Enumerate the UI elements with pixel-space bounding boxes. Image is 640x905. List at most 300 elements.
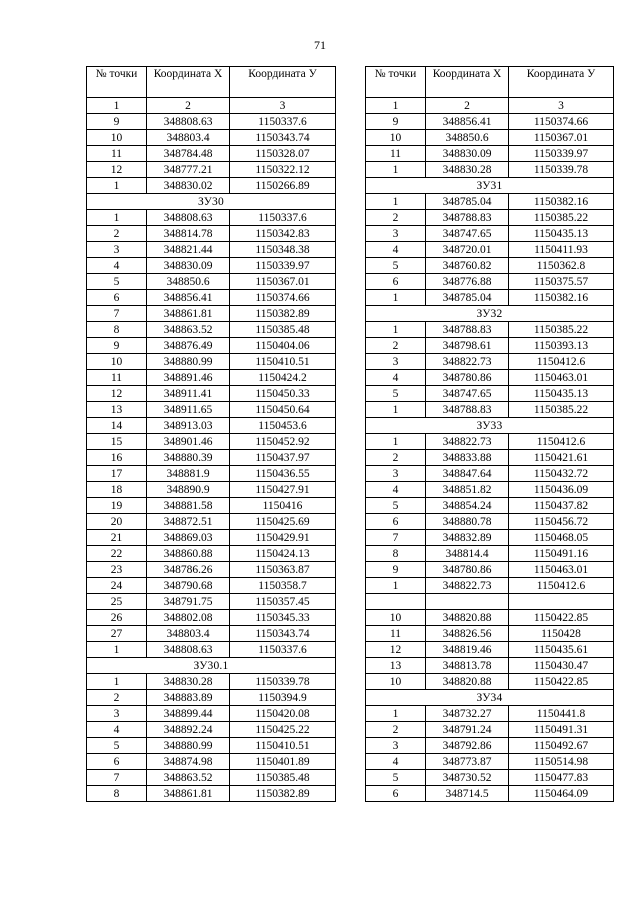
coordinate-y-cell: 1150385.48 <box>230 322 336 338</box>
table-row <box>366 594 614 610</box>
coordinates-table-right <box>365 66 614 802</box>
coordinate-x-cell: 348813.78 <box>426 658 509 674</box>
table-row <box>366 130 614 146</box>
point-number-cell: 23 <box>87 562 147 578</box>
point-number-cell: 4 <box>366 370 426 386</box>
table-row <box>366 274 614 290</box>
coordinate-y-cell: 1150375.57 <box>509 274 614 290</box>
coordinate-x-cell: 348880.39 <box>147 450 230 466</box>
point-number-cell: 24 <box>87 578 147 594</box>
coordinate-x-cell: 348808.63 <box>147 642 230 658</box>
coordinate-y-cell: 1150382.16 <box>509 290 614 306</box>
coordinate-x-cell: 348881.9 <box>147 466 230 482</box>
coordinate-x-cell: 348861.81 <box>147 786 230 802</box>
table-row <box>87 594 336 610</box>
point-number-cell: 11 <box>366 626 426 642</box>
table-row <box>87 146 336 162</box>
coordinate-y-cell: 1150412.6 <box>509 578 614 594</box>
coordinate-x-cell: 348899.44 <box>147 706 230 722</box>
point-number-cell: 3 <box>366 354 426 370</box>
table-row <box>87 562 336 578</box>
table-row <box>87 386 336 402</box>
section-title: ЗУ32 <box>366 306 614 322</box>
table-row <box>366 658 614 674</box>
table-row <box>366 146 614 162</box>
coordinate-x-cell: 348786.26 <box>147 562 230 578</box>
table-row <box>366 578 614 594</box>
coordinate-y-cell: 1150343.74 <box>230 626 336 642</box>
table-row <box>87 338 336 354</box>
coordinate-y-cell: 1150363.87 <box>230 562 336 578</box>
point-number-cell: 1 <box>87 210 147 226</box>
table-row <box>366 642 614 658</box>
point-number-cell: 6 <box>366 786 426 802</box>
table-row <box>366 754 614 770</box>
table-row <box>366 706 614 722</box>
coordinate-x-cell: 348784.48 <box>147 146 230 162</box>
coordinate-y-cell: 1150436.55 <box>230 466 336 482</box>
coordinate-y-cell: 1150491.16 <box>509 546 614 562</box>
table-row <box>87 770 336 786</box>
coordinate-y-cell: 1150382.16 <box>509 194 614 210</box>
coordinate-y-cell: 1150450.33 <box>230 386 336 402</box>
coordinate-y-cell: 1150424.13 <box>230 546 336 562</box>
point-number-cell: 12 <box>87 162 147 178</box>
point-number-cell: 4 <box>366 482 426 498</box>
coordinate-x-cell: 348850.6 <box>147 274 230 290</box>
section-row <box>87 194 336 210</box>
point-number-cell: 1 <box>87 642 147 658</box>
coordinate-x-cell: 348814.78 <box>147 226 230 242</box>
point-number-cell: 4 <box>366 242 426 258</box>
point-number-cell: 27 <box>87 626 147 642</box>
table-row <box>87 450 336 466</box>
table-row <box>87 226 336 242</box>
table-row <box>366 322 614 338</box>
table-row <box>366 738 614 754</box>
point-number-cell: 8 <box>87 786 147 802</box>
coordinate-x-cell: 348791.24 <box>426 722 509 738</box>
coordinate-y-cell: 1150436.09 <box>509 482 614 498</box>
coordinate-y-cell: 1150492.67 <box>509 738 614 754</box>
coordinate-y-cell: 1150435.61 <box>509 642 614 658</box>
point-number-cell: 2 <box>366 450 426 466</box>
coordinate-x-cell: 348833.88 <box>426 450 509 466</box>
point-number-cell: 2 <box>87 690 147 706</box>
coordinate-y-cell: 1150342.83 <box>230 226 336 242</box>
section-row <box>366 690 614 706</box>
table-row <box>87 306 336 322</box>
table-row <box>87 738 336 754</box>
coordinate-x-cell: 348830.28 <box>426 162 509 178</box>
coordinate-x-cell: 348821.44 <box>147 242 230 258</box>
coordinate-x-cell: 348826.56 <box>426 626 509 642</box>
coordinate-y-cell: 1150432.72 <box>509 466 614 482</box>
coordinate-x-cell: 348881.58 <box>147 498 230 514</box>
table-row <box>366 498 614 514</box>
coordinate-x-cell: 348890.9 <box>147 482 230 498</box>
column-index-cell: 1 <box>366 98 426 114</box>
table-row <box>87 482 336 498</box>
table-row <box>366 242 614 258</box>
point-number-cell: 1 <box>366 578 426 594</box>
coordinate-y-cell: 1150463.01 <box>509 370 614 386</box>
table-row <box>87 530 336 546</box>
coordinate-y-cell: 1150337.6 <box>230 642 336 658</box>
table-row <box>87 466 336 482</box>
point-number-cell: 5 <box>366 386 426 402</box>
table-row <box>366 370 614 386</box>
coordinate-y-cell: 1150422.85 <box>509 674 614 690</box>
coordinate-y-cell: 1150453.6 <box>230 418 336 434</box>
table-row <box>366 434 614 450</box>
point-number-cell: 3 <box>87 242 147 258</box>
point-number-cell: 26 <box>87 610 147 626</box>
point-number-cell: 1 <box>366 402 426 418</box>
table-row <box>87 690 336 706</box>
coordinate-y-cell: 1150393.13 <box>509 338 614 354</box>
coordinate-y-cell: 1150374.66 <box>509 114 614 130</box>
table-row <box>87 322 336 338</box>
table-row <box>87 674 336 690</box>
coordinate-x-cell: 348830.02 <box>147 178 230 194</box>
point-number-cell: 1 <box>366 434 426 450</box>
coordinate-x-cell: 348720.01 <box>426 242 509 258</box>
section-row <box>87 658 336 674</box>
coordinate-y-cell: 1150385.22 <box>509 402 614 418</box>
section-title: ЗУ31 <box>366 178 614 194</box>
coordinate-y-cell: 1150410.51 <box>230 738 336 754</box>
point-number-cell: 1 <box>366 162 426 178</box>
table-row <box>87 610 336 626</box>
point-number-cell: 7 <box>366 530 426 546</box>
coordinate-x-cell: 348880.99 <box>147 738 230 754</box>
header-coordinate-y: Координата У <box>509 67 614 98</box>
section-row <box>366 178 614 194</box>
coordinate-x-cell: 348850.6 <box>426 130 509 146</box>
coordinate-x-cell: 348822.73 <box>426 434 509 450</box>
coordinate-x-cell: 348820.88 <box>426 674 509 690</box>
coordinate-y-cell: 1150435.13 <box>509 226 614 242</box>
coordinate-y-cell: 1150362.8 <box>509 258 614 274</box>
table-row <box>87 546 336 562</box>
point-number-cell: 11 <box>366 146 426 162</box>
table-row <box>366 450 614 466</box>
coordinate-x-cell: 348822.73 <box>426 578 509 594</box>
header-row <box>366 67 614 98</box>
coordinate-x-cell: 348913.03 <box>147 418 230 434</box>
point-number-cell: 10 <box>366 130 426 146</box>
section-row <box>366 306 614 322</box>
column-index-cell: 2 <box>426 98 509 114</box>
coordinate-x-cell: 348830.09 <box>426 146 509 162</box>
coordinate-y-cell: 1150385.22 <box>509 322 614 338</box>
coordinate-x-cell: 348830.28 <box>147 674 230 690</box>
coordinate-x-cell <box>426 594 509 610</box>
point-number-cell: 10 <box>366 610 426 626</box>
coordinate-x-cell: 348901.46 <box>147 434 230 450</box>
coordinate-x-cell: 348863.52 <box>147 322 230 338</box>
table-row <box>87 242 336 258</box>
coordinate-x-cell: 348892.24 <box>147 722 230 738</box>
point-number-cell: 21 <box>87 530 147 546</box>
coordinate-x-cell: 348861.81 <box>147 306 230 322</box>
coordinate-y-cell: 1150412.6 <box>509 434 614 450</box>
point-number-cell: 9 <box>87 114 147 130</box>
coordinate-y-cell: 1150427.91 <box>230 482 336 498</box>
coordinate-x-cell: 348788.83 <box>426 210 509 226</box>
table-body-left <box>87 114 336 802</box>
point-number-cell: 11 <box>87 146 147 162</box>
header-point-number: № точки <box>87 67 147 98</box>
coordinate-y-cell <box>509 594 614 610</box>
coordinates-table-left <box>86 66 336 802</box>
coordinate-x-cell: 348872.51 <box>147 514 230 530</box>
coordinate-y-cell: 1150425.69 <box>230 514 336 530</box>
coordinate-y-cell: 1150266.89 <box>230 178 336 194</box>
coordinate-x-cell: 348819.46 <box>426 642 509 658</box>
coordinate-x-cell: 348808.63 <box>147 210 230 226</box>
coordinate-x-cell: 348880.99 <box>147 354 230 370</box>
coordinate-y-cell: 1150385.22 <box>509 210 614 226</box>
coordinate-y-cell: 1150425.22 <box>230 722 336 738</box>
table-row <box>87 578 336 594</box>
coordinate-x-cell: 348802.08 <box>147 610 230 626</box>
table-row <box>87 418 336 434</box>
table-row <box>87 370 336 386</box>
coordinate-y-cell: 1150435.13 <box>509 386 614 402</box>
point-number-cell: 2 <box>366 338 426 354</box>
point-number-cell: 5 <box>87 738 147 754</box>
header-coordinate-x: Координата Х <box>147 67 230 98</box>
coordinate-x-cell: 348830.09 <box>147 258 230 274</box>
coordinate-y-cell: 1150412.6 <box>509 354 614 370</box>
table-row <box>366 290 614 306</box>
coordinate-x-cell: 348714.5 <box>426 786 509 802</box>
table-row <box>87 434 336 450</box>
table-row <box>366 354 614 370</box>
section-title: ЗУ30.1 <box>87 658 336 674</box>
column-index-cell: 3 <box>509 98 614 114</box>
table-row <box>87 130 336 146</box>
point-number-cell: 13 <box>366 658 426 674</box>
table-row <box>87 290 336 306</box>
coordinate-y-cell: 1150374.66 <box>230 290 336 306</box>
section-row <box>366 418 614 434</box>
coordinate-y-cell: 1150477.83 <box>509 770 614 786</box>
column-index-row <box>87 98 336 114</box>
coordinate-x-cell: 348911.41 <box>147 386 230 402</box>
coordinate-y-cell: 1150420.08 <box>230 706 336 722</box>
coordinate-x-cell: 348788.83 <box>426 402 509 418</box>
coordinate-y-cell: 1150404.06 <box>230 338 336 354</box>
point-number-cell: 10 <box>87 354 147 370</box>
table-row <box>87 162 336 178</box>
table-row <box>87 626 336 642</box>
coordinate-x-cell: 348891.46 <box>147 370 230 386</box>
coordinate-y-cell: 1150401.89 <box>230 754 336 770</box>
coordinate-x-cell: 348785.04 <box>426 194 509 210</box>
point-number-cell: 1 <box>366 290 426 306</box>
table-row <box>366 482 614 498</box>
coordinate-y-cell: 1150339.97 <box>509 146 614 162</box>
point-number-cell: 2 <box>366 210 426 226</box>
header-coordinate-y: Координата У <box>230 67 336 98</box>
point-number-cell: 22 <box>87 546 147 562</box>
coordinate-x-cell: 348785.04 <box>426 290 509 306</box>
table-row <box>87 642 336 658</box>
coordinate-x-cell: 348760.82 <box>426 258 509 274</box>
coordinate-x-cell: 348847.64 <box>426 466 509 482</box>
coordinate-x-cell: 348803.4 <box>147 626 230 642</box>
coordinate-y-cell: 1150348.38 <box>230 242 336 258</box>
coordinate-x-cell: 348880.78 <box>426 514 509 530</box>
table-row <box>87 754 336 770</box>
point-number-cell: 1 <box>366 194 426 210</box>
coordinate-y-cell: 1150328.07 <box>230 146 336 162</box>
point-number-cell: 6 <box>87 290 147 306</box>
point-number-cell: 12 <box>87 386 147 402</box>
point-number-cell: 2 <box>87 226 147 242</box>
point-number-cell: 10 <box>87 130 147 146</box>
point-number-cell: 1 <box>87 674 147 690</box>
coordinate-y-cell: 1150382.89 <box>230 306 336 322</box>
point-number-cell: 9 <box>87 338 147 354</box>
coordinate-x-cell: 348776.88 <box>426 274 509 290</box>
coordinate-x-cell: 348856.41 <box>147 290 230 306</box>
table-row <box>366 722 614 738</box>
table-row <box>87 402 336 418</box>
point-number-cell: 3 <box>87 706 147 722</box>
coordinate-y-cell: 1150428 <box>509 626 614 642</box>
point-number-cell: 1 <box>366 322 426 338</box>
coordinate-y-cell: 1150343.74 <box>230 130 336 146</box>
table-row <box>366 194 614 210</box>
coordinate-y-cell: 1150437.97 <box>230 450 336 466</box>
point-number-cell: 7 <box>87 770 147 786</box>
point-number-cell: 2 <box>366 722 426 738</box>
table-row <box>366 386 614 402</box>
coordinate-x-cell: 348788.83 <box>426 322 509 338</box>
coordinate-x-cell: 348791.75 <box>147 594 230 610</box>
point-number-cell: 1 <box>366 706 426 722</box>
coordinate-y-cell: 1150456.72 <box>509 514 614 530</box>
coordinate-y-cell: 1150345.33 <box>230 610 336 626</box>
coordinate-y-cell: 1150411.93 <box>509 242 614 258</box>
coordinate-y-cell: 1150421.61 <box>509 450 614 466</box>
coordinate-y-cell: 1150382.89 <box>230 786 336 802</box>
point-number-cell: 25 <box>87 594 147 610</box>
point-number-cell: 4 <box>87 258 147 274</box>
table-row <box>87 498 336 514</box>
coordinate-y-cell: 1150463.01 <box>509 562 614 578</box>
coordinate-y-cell: 1150464.09 <box>509 786 614 802</box>
coordinate-y-cell: 1150339.78 <box>230 674 336 690</box>
coordinate-x-cell: 348876.49 <box>147 338 230 354</box>
coordinate-x-cell: 348856.41 <box>426 114 509 130</box>
coordinate-y-cell: 1150441.8 <box>509 706 614 722</box>
coordinate-y-cell: 1150416 <box>230 498 336 514</box>
coordinate-y-cell: 1150322.12 <box>230 162 336 178</box>
section-title: ЗУ30 <box>87 194 336 210</box>
point-number-cell: 5 <box>366 258 426 274</box>
coordinate-y-cell: 1150394.9 <box>230 690 336 706</box>
point-number-cell: 11 <box>87 370 147 386</box>
point-number-cell: 18 <box>87 482 147 498</box>
table-row <box>366 258 614 274</box>
table-row <box>87 354 336 370</box>
coordinate-x-cell: 348780.86 <box>426 370 509 386</box>
point-number-cell: 6 <box>366 514 426 530</box>
table-row <box>366 770 614 786</box>
header-point-number: № точки <box>366 67 426 98</box>
coordinate-x-cell: 348777.21 <box>147 162 230 178</box>
coordinate-y-cell: 1150410.51 <box>230 354 336 370</box>
coordinate-y-cell: 1150385.48 <box>230 770 336 786</box>
point-number-cell: 13 <box>87 402 147 418</box>
coordinate-y-cell: 1150367.01 <box>509 130 614 146</box>
coordinate-x-cell: 348863.52 <box>147 770 230 786</box>
coordinate-x-cell: 348883.89 <box>147 690 230 706</box>
table-row <box>366 162 614 178</box>
coordinate-y-cell: 1150424.2 <box>230 370 336 386</box>
coordinate-y-cell: 1150491.31 <box>509 722 614 738</box>
table-row <box>366 610 614 626</box>
table-row <box>87 114 336 130</box>
table-row <box>366 210 614 226</box>
table-row <box>366 514 614 530</box>
point-number-cell: 5 <box>87 274 147 290</box>
coordinate-x-cell: 348730.52 <box>426 770 509 786</box>
coordinate-x-cell: 348803.4 <box>147 130 230 146</box>
point-number-cell: 10 <box>366 674 426 690</box>
table-row <box>366 466 614 482</box>
point-number-cell: 4 <box>366 754 426 770</box>
coordinate-y-cell: 1150468.05 <box>509 530 614 546</box>
point-number-cell: 6 <box>366 274 426 290</box>
table-row <box>366 226 614 242</box>
coordinate-y-cell: 1150339.97 <box>230 258 336 274</box>
coordinate-y-cell: 1150337.6 <box>230 114 336 130</box>
table-body-right <box>366 114 614 802</box>
coordinate-x-cell: 348808.63 <box>147 114 230 130</box>
point-number-cell: 5 <box>366 770 426 786</box>
table-row <box>87 274 336 290</box>
header-coordinate-x: Координата Х <box>426 67 509 98</box>
point-number-cell: 12 <box>366 642 426 658</box>
table-row <box>87 258 336 274</box>
table-row <box>366 786 614 802</box>
coordinate-y-cell: 1150357.45 <box>230 594 336 610</box>
coordinate-x-cell: 348860.88 <box>147 546 230 562</box>
coordinate-y-cell: 1150358.7 <box>230 578 336 594</box>
coordinate-y-cell: 1150430.47 <box>509 658 614 674</box>
coordinate-y-cell: 1150437.82 <box>509 498 614 514</box>
coordinate-x-cell: 348820.88 <box>426 610 509 626</box>
table-row <box>366 626 614 642</box>
coordinate-x-cell: 348874.98 <box>147 754 230 770</box>
point-number-cell: 8 <box>366 546 426 562</box>
coordinate-y-cell: 1150339.78 <box>509 162 614 178</box>
header-row <box>87 67 336 98</box>
coordinate-x-cell: 348792.86 <box>426 738 509 754</box>
coordinate-x-cell: 348822.73 <box>426 354 509 370</box>
point-number-cell: 1 <box>87 178 147 194</box>
point-number-cell: 4 <box>87 722 147 738</box>
point-number-cell: 7 <box>87 306 147 322</box>
table-row <box>87 786 336 802</box>
point-number-cell: 14 <box>87 418 147 434</box>
